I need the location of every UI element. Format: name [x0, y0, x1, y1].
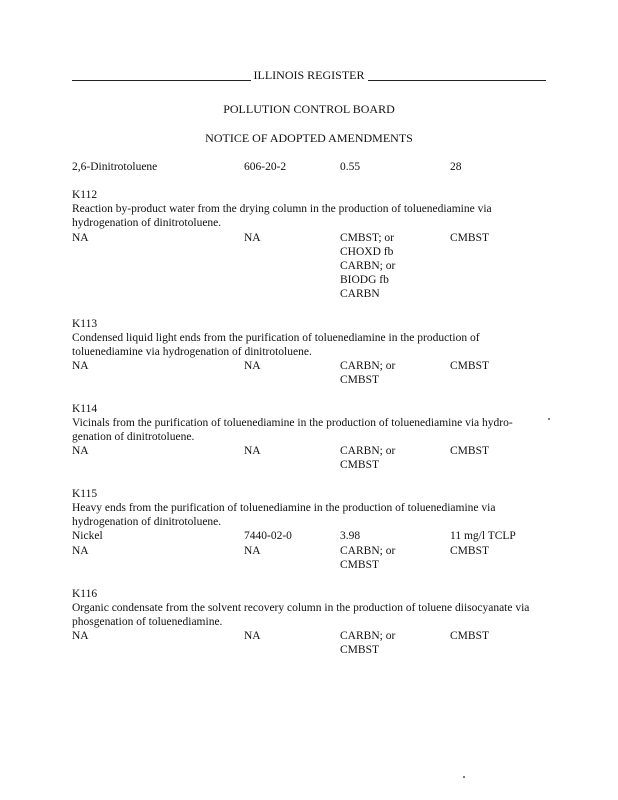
k114-ww-line: CMBST: [340, 459, 379, 471]
k113-nonwastewater: CMBST: [450, 360, 489, 372]
k113-ww-line: CMBST: [340, 374, 379, 386]
notice-title: NOTICE OF ADOPTED AMENDMENTS: [205, 131, 413, 145]
k112-ww-line: CARBN; or: [340, 260, 396, 272]
waste-description-k114: Vicinals from the purification of toluenediamine in the production of toluenediamine via hydro-genation of dinitrotoluene.: [72, 417, 513, 443]
k115-cas: 7440-02-0: [244, 530, 292, 542]
register-title: ILLINOIS REGISTER: [0, 68, 618, 82]
k114-nonwastewater: CMBST: [450, 445, 489, 457]
k115-wastewater: 3.98: [340, 530, 361, 542]
waste-description-k115: Heavy ends from the purification of toluenediamine in the production of toluenediamine via hydrogenation of dinitrotoluene.: [72, 502, 496, 528]
k113-ww-line: CARBN; or: [340, 360, 396, 372]
k113-wastewater: [340, 359, 395, 387]
k116-nonwastewater: CMBST: [450, 630, 489, 642]
k112-constituent: NA: [72, 232, 89, 244]
k112-nonwastewater: CMBST: [450, 232, 489, 244]
k116-cas: NA: [244, 630, 261, 642]
k116-constituent: NA: [72, 630, 89, 642]
k116-ww-line: CARBN; or: [340, 630, 396, 642]
k113-cas: NA: [244, 360, 261, 372]
k112-wastewater: [340, 231, 395, 301]
k112-cas: NA: [244, 232, 261, 244]
waste-code-k114: K114: [72, 403, 98, 415]
waste-description-k116: Organic condensate from the solvent recovery column in the production of toluene diisocyanate via phosgenation of toluenediamine.: [72, 602, 530, 628]
k112-ww-line: BIODG fb: [340, 274, 389, 286]
k116-ww-line: CMBST: [340, 644, 379, 656]
k115-nonwastewater-2: CMBST: [450, 545, 489, 557]
agency-title: POLLUTION CONTROL BOARD: [223, 102, 395, 116]
k115-wastewater-2: [340, 544, 395, 572]
wastewater-standard: 0.55: [340, 161, 361, 173]
cas-number: 606-20-2: [244, 161, 287, 173]
k114-cas: NA: [244, 445, 261, 457]
k115-nonwastewater: 11 mg/l TCLP: [450, 530, 516, 542]
k115-constituent: Nickel: [72, 530, 103, 542]
k114-ww-line: CARBN; or: [340, 445, 396, 457]
constituent-name: 2,6-Dinitrotoluene: [72, 161, 158, 173]
k112-ww-line: CHOXD fb: [340, 246, 394, 258]
waste-description-k112: Reaction by-product water from the drying column in the production of toluenediamine via hydrogenation of dinitrotoluene.: [72, 203, 492, 229]
waste-description-k113: Condensed liquid light ends from the purification of toluenediamine in the production of toluenediamine via hydrogenation of dinitrotoluene.: [72, 332, 480, 358]
k113-constituent: NA: [72, 360, 89, 372]
k114-wastewater: [340, 444, 395, 472]
k116-wastewater: [340, 629, 395, 657]
k112-ww-line: CMBST; or: [340, 232, 395, 244]
waste-code-k116: K116: [72, 588, 98, 600]
k114-constituent: NA: [72, 445, 89, 457]
k115-cas-2: NA: [244, 545, 261, 557]
k115-ww-line: CARBN; or: [340, 545, 396, 557]
nonwastewater-standard: 28: [450, 161, 462, 173]
scan-speck: [548, 418, 550, 420]
waste-code-k113: K113: [72, 318, 98, 330]
k115-ww-line: CMBST: [340, 559, 379, 571]
k115-constituent-2: NA: [72, 545, 89, 557]
k112-ww-line: CARBN: [340, 288, 380, 300]
waste-code-k112: K112: [72, 189, 98, 201]
waste-code-k115: K115: [72, 488, 98, 500]
scan-speck: [463, 776, 465, 778]
